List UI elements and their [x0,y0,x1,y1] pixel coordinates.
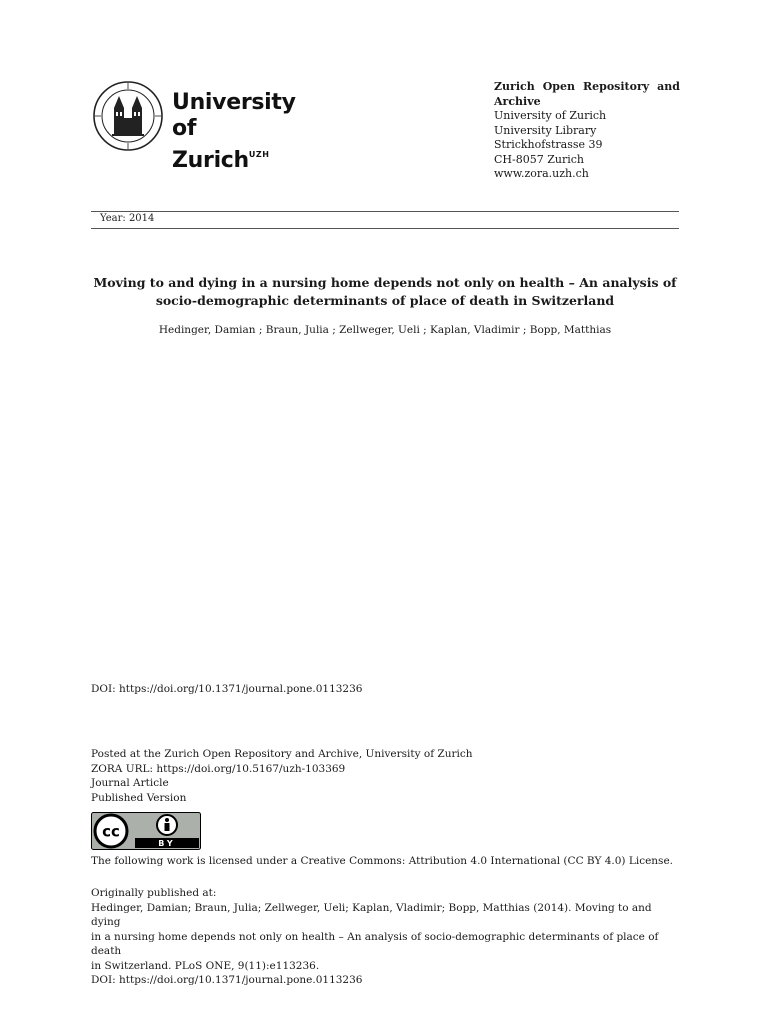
posting-line: Posted at the Zurich Open Repository and Archive, University of Zurich [91,748,473,760]
repository-line: Strickhofstrasse 39 [494,138,603,151]
university-name [172,90,322,174]
repository-title: Zurich Open Repository and Archive [494,80,680,108]
cc-text: cc [102,822,120,841]
citation-line: in Switzerland. PLoS ONE, 9(11):e113236. [91,959,320,972]
repository-address [494,80,680,182]
citation-block [91,886,683,988]
paper-title [80,274,690,310]
repository-line: CH-8057 Zurich [494,152,584,166]
license-statement: The following work is licensed under a Creative Commons: Attribution 4.0 International (CC BY 4.0) License. [91,855,673,867]
citation-heading: Originally published at: [91,887,217,899]
uzh-superscript: UZH [248,150,270,159]
citation-doi-link[interactable]: DOI: https://doi.org/10.1371/journal.pone.0113236 [91,974,363,986]
posting-line: Journal Article [91,777,169,790]
doi-link[interactable]: DOI: https://doi.org/10.1371/journal.pone.0113236 [91,683,363,695]
posting-line: Published Version [91,792,187,805]
repository-line: University Library [494,123,597,137]
zora-url-link[interactable]: ZORA URL: https://doi.org/10.5167/uzh-103369 [91,762,346,775]
citation-line: in a nursing home depends not only on health – An analysis of socio-demographic determinants of place of death [91,930,659,957]
repository-line: University of Zurich [494,109,607,122]
university-name-line1: University of [172,90,296,141]
posting-info [91,747,473,806]
paper-title-line1: Moving to and dying in a nursing home depends not only on health – An analysis of [93,275,677,290]
university-logo [92,80,322,173]
university-name-line2: Zurich [172,148,249,173]
divider-top [91,211,679,212]
university-seal-icon [92,80,164,152]
by-text: BY [158,839,176,848]
publication-year: Year: 2014 [100,213,155,224]
repository-website-link[interactable]: www.zora.uzh.ch [494,167,589,180]
paper-title-line2: socio-demographic determinants of place of death in Switzerland [155,293,615,308]
paper-authors: Hedinger, Damian ; Braun, Julia ; Zellweger, Ueli ; Kaplan, Vladimir ; Bopp, Matthias [158,324,612,336]
citation-line: Hedinger, Damian; Braun, Julia; Zellweger, Ueli; Kaplan, Vladimir; Bopp, Matthias (2014). Moving to and dying [91,901,652,928]
cc-by-license-icon[interactable] [91,812,201,850]
divider-bottom [91,228,679,229]
